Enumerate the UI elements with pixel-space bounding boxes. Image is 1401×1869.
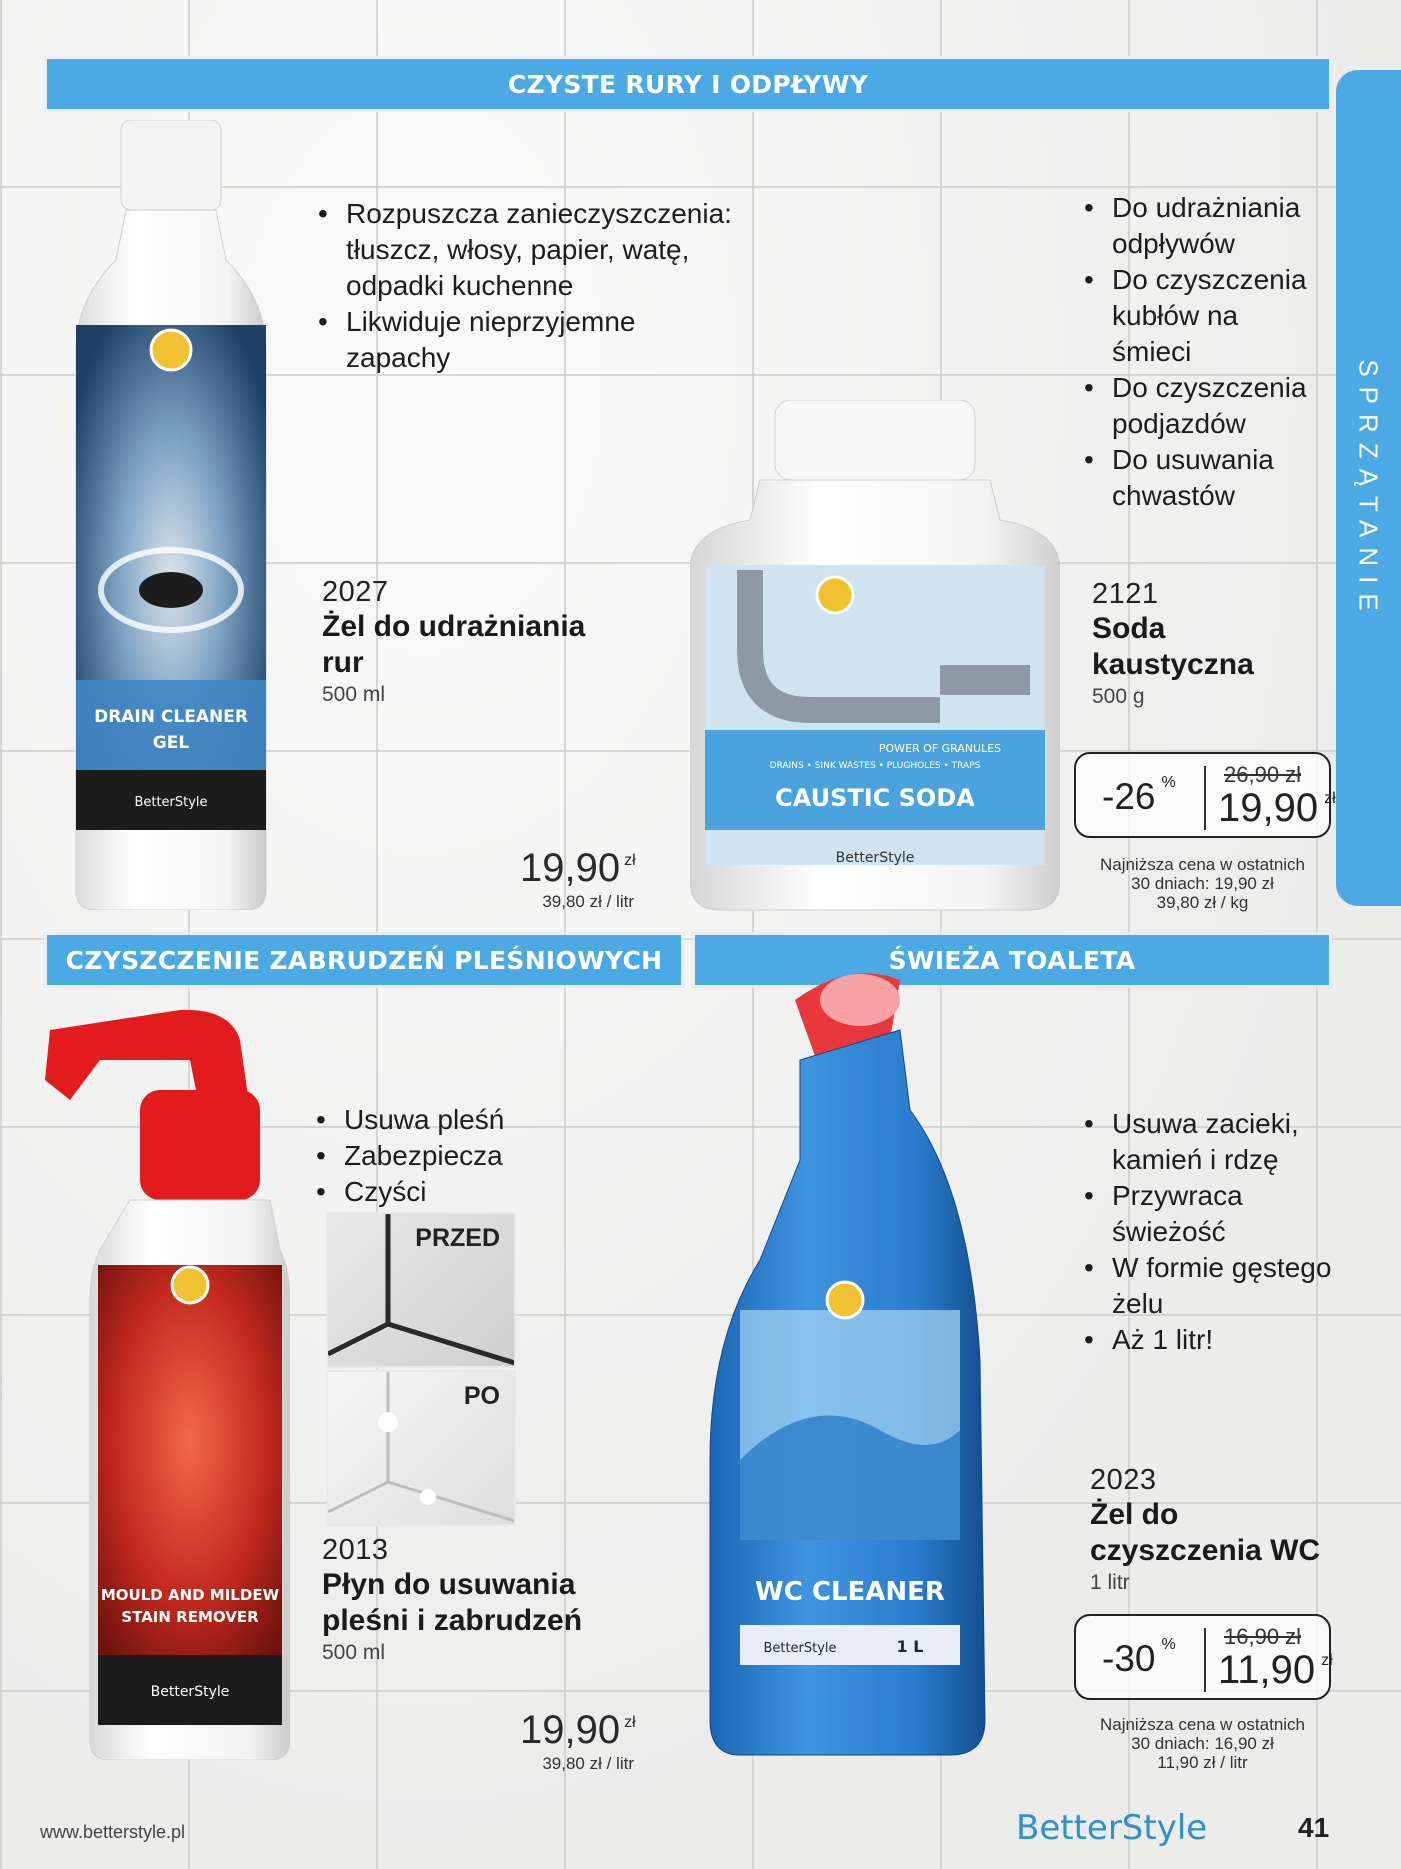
new-price: 11,90 xyxy=(1218,1648,1316,1692)
discount-value: -26 xyxy=(1102,776,1156,817)
before-image xyxy=(326,1212,516,1368)
page-number: 41 xyxy=(1298,1812,1330,1843)
promo-divider xyxy=(1204,1628,1206,1692)
drain-cleaner-brand: BetterStyle xyxy=(134,795,208,810)
drain-gel-bullets xyxy=(314,196,734,376)
list-item: • Zabezpiecza xyxy=(312,1138,572,1174)
product-code: 2027 xyxy=(322,576,389,608)
discount-value: -30 xyxy=(1102,1638,1156,1679)
mould-remover-label-line2: STAIN REMOVER xyxy=(121,1608,259,1626)
drain-cleaner-label-line2: GEL xyxy=(152,733,190,753)
new-price-currency: zł xyxy=(1324,790,1336,807)
caustic-soda-bullets xyxy=(1080,190,1310,514)
product-name: Soda kaustyczna xyxy=(1092,612,1254,681)
wc-cleaner-volume: 1 L xyxy=(896,1637,924,1656)
price-currency: zł xyxy=(624,852,636,869)
list-item: • Do udrażniania odpływów xyxy=(1080,190,1310,262)
product-size: 500 g xyxy=(1092,685,1145,708)
product-code: 2013 xyxy=(322,1534,389,1566)
list-item: • Do czyszczenia kubłów na śmieci xyxy=(1080,262,1310,370)
price-currency: zł xyxy=(624,1714,636,1731)
new-price: 19,90 xyxy=(1218,786,1319,830)
list-item: • Czyści xyxy=(312,1174,572,1210)
product-size: 1 litr xyxy=(1090,1571,1130,1594)
caustic-soda-info xyxy=(1092,578,1312,709)
product-name: Żel do udrażniania rur xyxy=(322,610,586,679)
caustic-soda-promo-box xyxy=(1074,752,1336,838)
caustic-soda-label: CAUSTIC SODA xyxy=(775,784,975,812)
product-name: Płyn do usuwania pleśni i zabrudzeń xyxy=(322,1568,583,1637)
mould-price xyxy=(520,1708,636,1753)
price-value: 19,90 xyxy=(520,1708,621,1752)
wc-cleaner-brand: BetterStyle xyxy=(763,1641,837,1656)
old-price: 16,90 zł xyxy=(1224,1624,1302,1649)
drain-cleaner-bottle-image xyxy=(66,120,276,910)
caustic-soda-price-note: Najniższa cena w ostatnich 30 dniach: 19,90 zł 39,80 zł / kg xyxy=(1099,855,1306,912)
wc-promo-box xyxy=(1074,1614,1331,1700)
caustic-soda-strip: DRAINS • SINK WASTES • PLUGHOLES • TRAPS xyxy=(769,761,981,771)
wc-cleaner-label: WC CLEANER xyxy=(755,1577,945,1607)
wc-bullets xyxy=(1080,1106,1340,1358)
list-item: • Przywraca świeżość xyxy=(1080,1178,1340,1250)
brand-logo: BetterStyle xyxy=(1016,1808,1208,1848)
wc-price-note: Najniższa cena w ostatnich 30 dniach: 16,90 zł 11,90 zł / litr xyxy=(1099,1715,1306,1772)
mould-remover-brand: BetterStyle xyxy=(150,1684,230,1700)
after-image xyxy=(326,1370,516,1526)
drain-gel-unit-price: 39,80 zł / litr xyxy=(542,892,634,911)
product-code: 2023 xyxy=(1090,1464,1157,1496)
list-item: • Usuwa zacieki, kamień i rdzę xyxy=(1080,1106,1340,1178)
caustic-soda-brand: BetterStyle xyxy=(835,850,915,866)
list-item: • Likwiduje nieprzyjemne zapachy xyxy=(314,304,734,376)
mould-bullets xyxy=(312,1102,572,1210)
product-size: 500 ml xyxy=(322,683,386,706)
price-value: 19,90 xyxy=(520,846,621,890)
product-size: 500 ml xyxy=(322,1641,386,1664)
section-banner-mould: CZYSZCZENIE ZABRUDZEŃ PLEŚNIOWYCH xyxy=(44,932,684,988)
mould-info xyxy=(322,1534,622,1665)
discount-percent: % xyxy=(1161,1636,1176,1653)
section-banner-toilet: ŚWIEŻA TOALETA xyxy=(692,932,1332,988)
mould-unit-price: 39,80 zł / litr xyxy=(542,1754,634,1773)
list-item: • Usuwa pleśń xyxy=(312,1102,572,1138)
mould-remover-spray-image xyxy=(40,1000,290,1760)
before-label: PRZED xyxy=(415,1224,500,1252)
list-item: • Aż 1 litr! xyxy=(1080,1322,1340,1358)
product-name: Żel do czyszczenia WC xyxy=(1090,1498,1321,1567)
caustic-soda-jar-image xyxy=(690,400,1060,915)
category-side-tab-label: SPRZĄTANIE xyxy=(1353,359,1384,621)
list-item: • W formie gęstego żelu xyxy=(1080,1250,1340,1322)
caustic-soda-tag: POWER OF GRANULES xyxy=(878,742,1002,755)
wc-info xyxy=(1090,1464,1330,1595)
drain-gel-price xyxy=(520,846,636,891)
list-item: • Do czyszczenia podjazdów xyxy=(1080,370,1310,442)
wc-cleaner-bottle-image xyxy=(700,960,990,1760)
website-link[interactable]: www.betterstyle.pl xyxy=(40,1822,186,1842)
old-price: 26,90 zł xyxy=(1224,762,1302,787)
drain-gel-info xyxy=(322,576,592,707)
mould-remover-label-line1: MOULD AND MILDEW xyxy=(100,1586,280,1604)
list-item: • Rozpuszcza zanieczyszczenia: tłuszcz, włosy, papier, watę, odpadki kuchenne xyxy=(314,196,734,304)
after-label: PO xyxy=(463,1382,500,1410)
section-banner-drains: CZYSTE RURY I ODPŁYWY xyxy=(44,56,1332,112)
list-item: • Do usuwania chwastów xyxy=(1080,442,1310,514)
discount-percent: % xyxy=(1161,774,1176,791)
drain-cleaner-label-line1: DRAIN CLEANER xyxy=(94,707,248,727)
new-price-currency: zł xyxy=(1321,1652,1333,1669)
product-code: 2121 xyxy=(1092,578,1159,610)
promo-divider xyxy=(1204,766,1206,830)
